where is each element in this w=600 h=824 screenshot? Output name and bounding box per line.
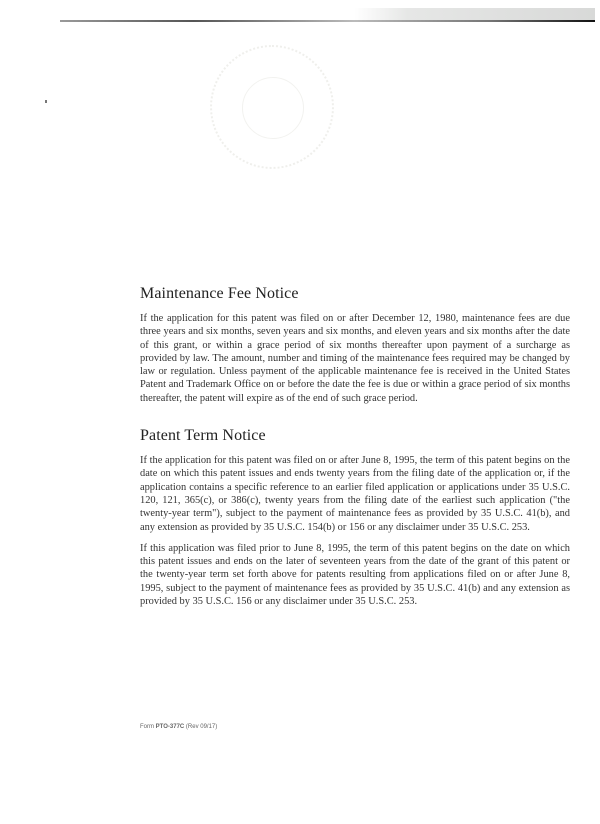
form-footer [140, 724, 217, 730]
patent-term-heading: Patent Term Notice [140, 427, 266, 445]
patent-term-paragraph-2: If this application was filed prior to June 8, 1995, the term of this patent begins on the date on which this patent issues and ends on the later of seventeen years from the date of the grant of this patent or the twenty-year term set forth above for patents resulting from applications filed on or after June 8, 1995, subject to the payment of maintenance fees as provided by 35 U.S.C. 41(b) and any extension as provided by 35 U.S.C. 156 or any disclaimer under 35 U.S.C. 253. [140, 542, 570, 608]
patent-term-section [140, 427, 570, 608]
top-edge-rule [60, 8, 595, 22]
form-revision: (Rev 09/17) [184, 724, 218, 730]
patent-term-paragraph-1: If the application for this patent was filed on or after June 8, 1995, the term of this patent begins on the date on which this patent issues and ends twenty years from the filing date of the application or, if the application contains a specific reference to an earlier filed application or applications under 35 U.S.C. 120, 121, 365(c), or 386(c), twenty years from the filing date of the earliest such application ("the twenty-year term"), subject to the payment of maintenance fees as provided by 35 U.S.C. 41(b), and any extension as provided by 35 U.S.C. 154(b) or 156 or any disclaimer under 35 U.S.C. 253. [140, 455, 570, 533]
maintenance-fee-paragraph: If the application for this patent was filed on or after December 12, 1980, maintenance fees are due three years and six months, seven years and six months, and eleven years and six months after the date of this grant, or within a grace period of six months thereafter upon payment of a surcharge as provided by law. The amount, number and timing of the maintenance fees required may be changed by law or regulation. Unless payment of the applicable maintenance fee is received in the United States Patent and Trademark Office on or before the date the fee is due or within a grace period of six months thereafter, the patent will expire as of the end of such grace period. [140, 313, 570, 404]
scan-speck [45, 100, 47, 103]
seal-inner-ring [242, 77, 304, 139]
form-prefix: Form [140, 724, 156, 730]
form-number: PTO-377C [155, 724, 185, 730]
maintenance-fee-heading: Maintenance Fee Notice [140, 285, 299, 302]
maintenance-fee-section [140, 285, 570, 405]
embossed-seal-icon [210, 45, 334, 169]
notice-content [140, 285, 570, 608]
